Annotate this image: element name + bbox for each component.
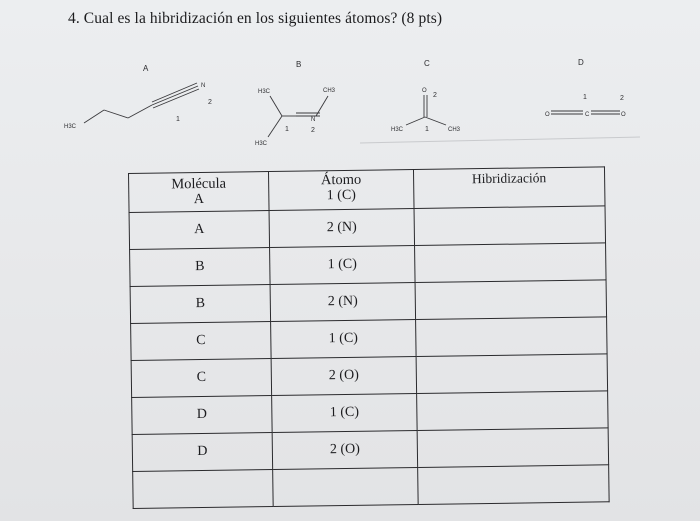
molecule-c-num1: 1 bbox=[425, 126, 429, 133]
molecule-c-ch3: CH3 bbox=[448, 127, 461, 133]
molecule-header-cell bbox=[129, 172, 270, 213]
molecule-cell: A bbox=[129, 211, 270, 250]
molecule-d-c: C bbox=[585, 112, 590, 118]
molecule-b-ch3: CH3 bbox=[323, 88, 336, 94]
atom-cell: 1 (C) bbox=[270, 246, 416, 285]
molecule-a bbox=[64, 83, 212, 130]
molecule-header: Molécula bbox=[171, 175, 227, 193]
hybridization-answer-cell[interactable] bbox=[415, 280, 606, 320]
molecule-c bbox=[391, 88, 461, 133]
molecule-d-o-right: O bbox=[621, 112, 626, 118]
molecule-label-b: B bbox=[296, 60, 302, 69]
hybridization-answer-cell[interactable] bbox=[417, 428, 608, 468]
hybridization-header: Hibridización bbox=[471, 170, 547, 187]
hybridization-answer-cell[interactable] bbox=[414, 206, 605, 246]
molecule-d-num2: 2 bbox=[620, 95, 624, 102]
molecule-cell: B bbox=[130, 248, 271, 287]
molecule-c-o: O bbox=[422, 88, 427, 94]
molecule-c-num2: 2 bbox=[433, 92, 437, 99]
molecule-b-num1: 1 bbox=[285, 126, 289, 133]
molecule-d-num1: 1 bbox=[583, 94, 587, 101]
molecule-b-h3c-bottom: H3C bbox=[255, 141, 268, 147]
molecule-cell: D bbox=[132, 433, 273, 472]
hybridization-header-cell bbox=[413, 167, 605, 209]
atom-cell: 2 (O) bbox=[272, 430, 418, 469]
atom-cell: 2 (N) bbox=[270, 283, 416, 322]
hybridization-answer-cell[interactable] bbox=[418, 465, 609, 505]
molecule-label-d: D bbox=[578, 58, 584, 67]
table-row bbox=[133, 465, 609, 509]
molecule-b bbox=[255, 88, 336, 147]
first-row-molecule: A bbox=[193, 191, 205, 208]
hybridization-answer-cell[interactable] bbox=[416, 317, 607, 357]
molecule-b-num2: 2 bbox=[311, 127, 315, 134]
first-row-atom: 1 (C) bbox=[326, 187, 357, 204]
atom-cell: 1 (C) bbox=[271, 319, 417, 358]
molecule-c-h3c: H3C bbox=[391, 127, 404, 133]
hybridization-answer-cell[interactable] bbox=[416, 354, 607, 394]
molecule-cell: D bbox=[132, 396, 273, 435]
table-row-header bbox=[129, 167, 605, 213]
hybridization-table-wrap bbox=[128, 166, 609, 511]
atom-cell: 2 (O) bbox=[271, 356, 417, 395]
molecule-a-num2: 2 bbox=[208, 99, 212, 106]
atom-header: Átomo bbox=[320, 171, 362, 189]
molecule-a-h3c: H3C bbox=[64, 124, 77, 130]
molecule-d-o-left: O bbox=[545, 112, 550, 118]
molecule-label-c: C bbox=[424, 59, 430, 68]
molecule-cell bbox=[133, 470, 274, 509]
molecule-label-a: A bbox=[143, 64, 149, 73]
molecule-cell: C bbox=[131, 359, 272, 398]
atom-cell: 1 (C) bbox=[272, 393, 418, 432]
atom-cell bbox=[273, 467, 419, 506]
molecule-a-num1: 1 bbox=[176, 116, 180, 123]
atom-header-cell bbox=[268, 170, 414, 211]
hybridization-answer-cell[interactable] bbox=[415, 243, 606, 283]
molecule-b-n: N bbox=[311, 117, 316, 123]
atom-cell: 2 (N) bbox=[269, 209, 415, 248]
molecule-b-h3c-top: H3C bbox=[258, 89, 271, 95]
hybridization-answer-cell[interactable] bbox=[417, 391, 608, 431]
molecule-a-n: N bbox=[201, 83, 206, 89]
molecule-d bbox=[545, 94, 626, 118]
molecule-cell: C bbox=[131, 322, 272, 361]
hybridization-table bbox=[128, 166, 610, 509]
molecule-cell: B bbox=[130, 285, 271, 324]
question-text: 4. Cual es la hibridización en los siguientes átomos? (8 pts) bbox=[68, 10, 443, 27]
